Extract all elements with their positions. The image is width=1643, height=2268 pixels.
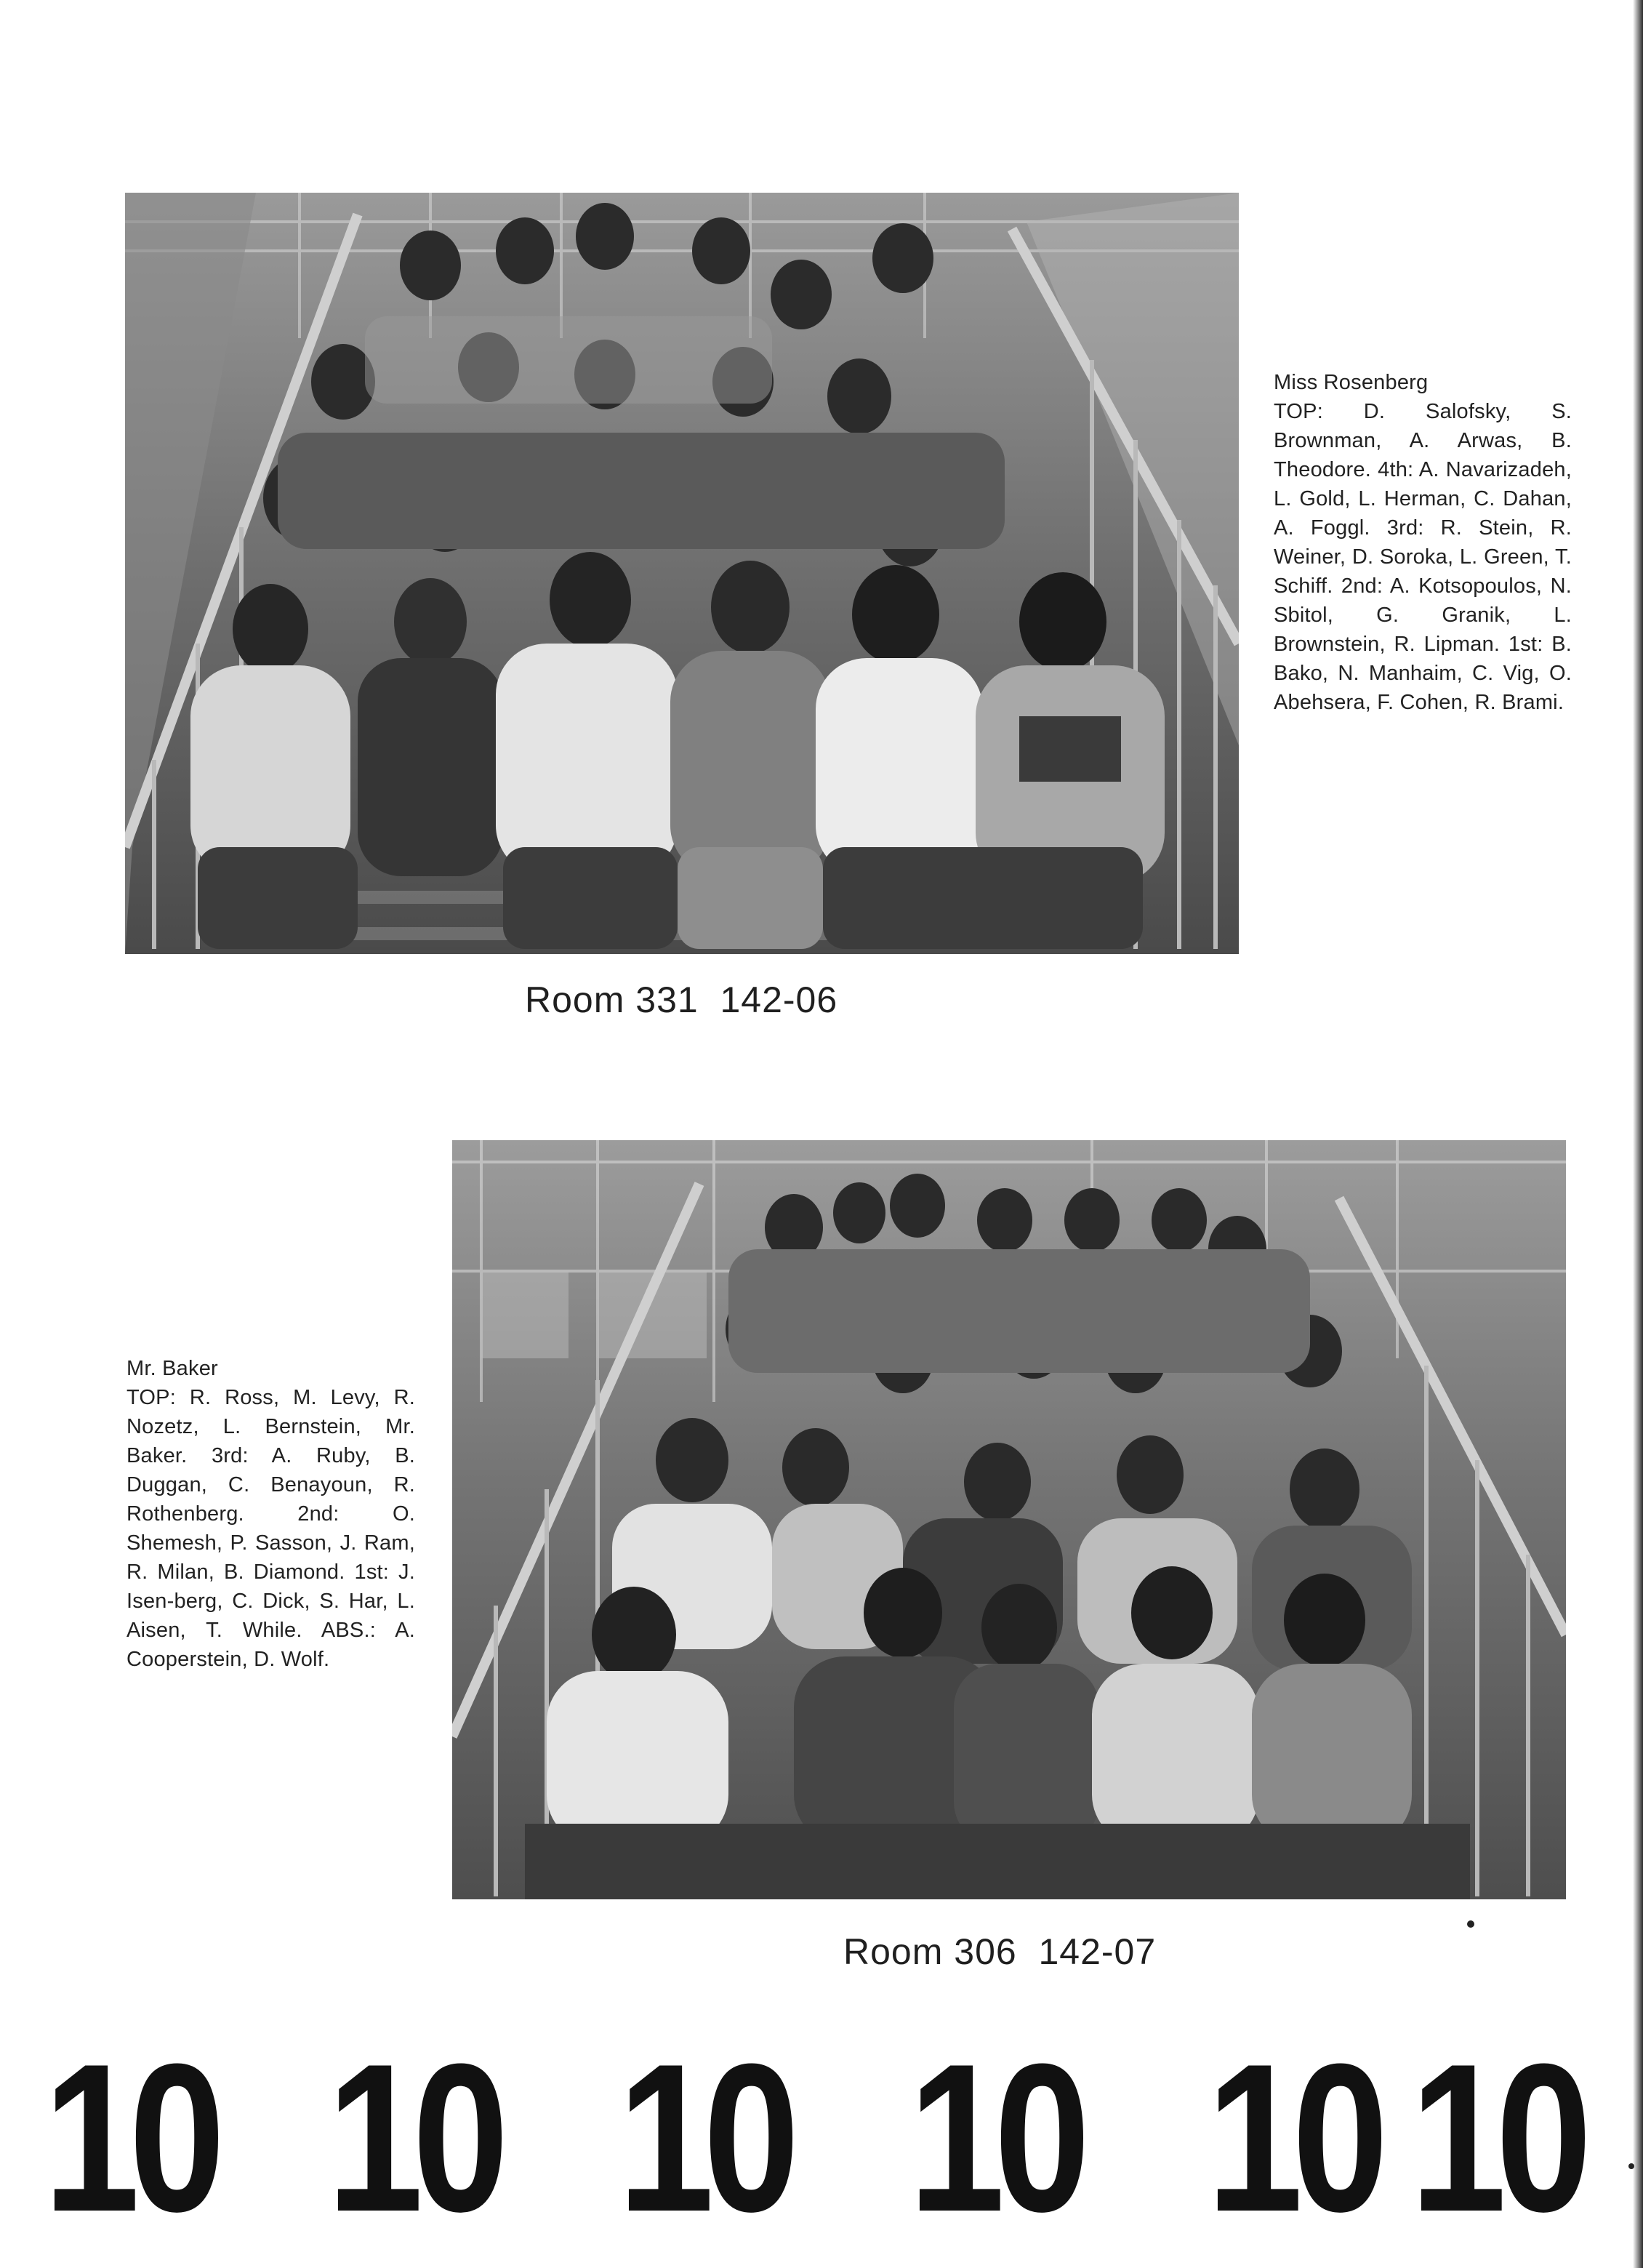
teacher-name: Mr. Baker: [126, 1357, 218, 1380]
grade-number: 10: [327, 2020, 498, 2256]
student-names: TOP: R. Ross, M. Levy, R. Nozetz, L. Bernstein, Mr. Baker. 3rd: A. Ruby, B. Duggan, C. Benayoun, R. Rothenberg. 2nd: O. Shemesh, P. Sasson, J. Ram, R. Milan, B. Diamond. 1st: J. Isen-berg, C. Dick, S. Har, L. Aisen, T. While. ABS.: A. Cooperstein, D. Wolf.: [126, 1386, 415, 1671]
page-edge-shadow: [1633, 0, 1643, 2268]
student-names: TOP: D. Salofsky, S. Brownman, A. Arwas, B. Theodore. 4th: A. Navarizadeh, L. Gold, L. Herman, C. Dahan, A. Foggl. 3rd: R. Stein, R. Weiner, D. Soroka, L. Green, T. Schiff. 2nd: A. Kotsopoulos, N. Sbitol, G. Granik, L. Brownstein, R. Lipman. 1st: B. Bako, N. Manhaim, C. Vig, O. Abehsera, F. Cohen, R. Brami.: [1274, 400, 1572, 714]
room-label-306: Room 306 142-07: [843, 1931, 1157, 1972]
teacher-name: Miss Rosenberg: [1274, 371, 1429, 394]
grade-number: 10: [1207, 2020, 1378, 2256]
room-label-331: Room 331 142-06: [525, 979, 838, 1020]
caption-room-331: [1274, 368, 1572, 717]
grade-number: 10: [909, 2020, 1080, 2256]
grade-number: 10: [1410, 2020, 1581, 2256]
class-photo-room-331: [125, 193, 1239, 954]
grade-number: 10: [618, 2020, 789, 2256]
caption-room-306: [126, 1354, 415, 1674]
print-speck: [1628, 2163, 1634, 2169]
class-photo-room-306: [452, 1140, 1566, 1899]
grade-number: 10: [44, 2020, 214, 2256]
grade-banner: [44, 2021, 1599, 2254]
print-speck: [1467, 1920, 1474, 1928]
